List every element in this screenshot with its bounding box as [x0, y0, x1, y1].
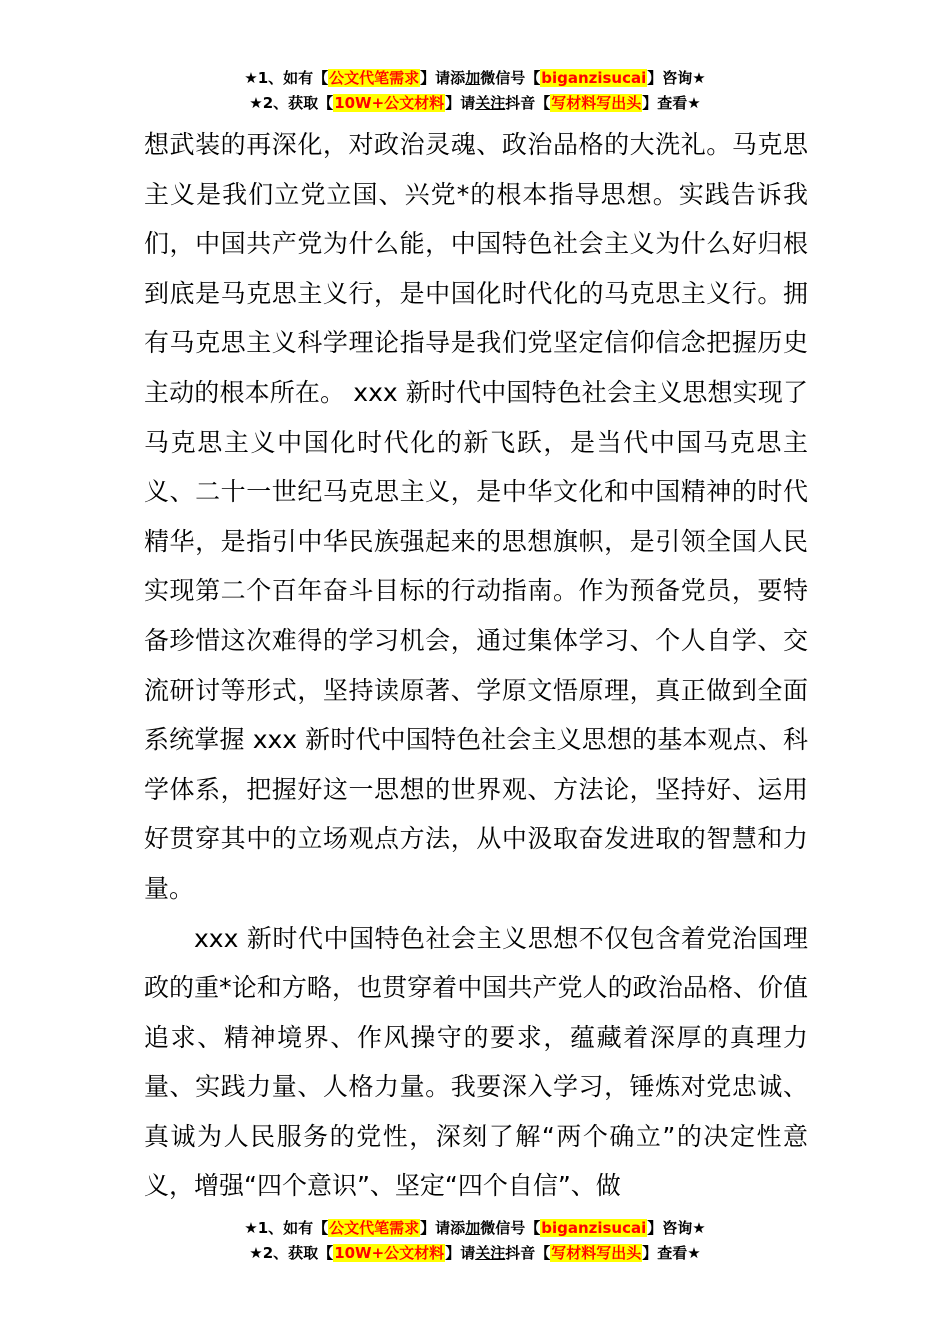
promo-text: ★1、如有【 — [244, 1219, 329, 1237]
promo-text: 】请 — [445, 1244, 476, 1262]
promo-text: ★2、获取【 — [249, 1244, 334, 1262]
promo-highlight: 写材料写出头 — [551, 94, 642, 112]
promo-underlined: 关注 — [475, 1244, 506, 1262]
promo-text: 微信号【 — [480, 69, 541, 87]
promo-underlined: 加 — [465, 1219, 481, 1237]
promo-line-1 — [0, 1216, 950, 1241]
promo-text: ★1、如有【 — [244, 69, 329, 87]
promo-line-1 — [0, 66, 950, 91]
promo-text: 】请添 — [420, 1219, 466, 1237]
document-body — [144, 120, 808, 1211]
promo-highlight: 公文代笔需求 — [329, 69, 420, 87]
promo-text: 】查看★ — [642, 1244, 701, 1262]
promo-text: 抖音【 — [505, 94, 551, 112]
promo-text: 抖音【 — [505, 1244, 551, 1262]
footer-promo-banner — [0, 1216, 950, 1266]
promo-text: 】请添 — [420, 69, 466, 87]
body-paragraph-1: 想武装的再深化，对政治灵魂、政治品格的大洗礼。马克思主义是我们立党立国、兴党*的根本指导思想。实践告诉我们，中国共产党为什么能，中国特色社会主义为什么好归根到底是马克思主义行，是中国化时代化的马克思主义行。拥有马克思主义科学理论指导是我们党坚定信仰信念把握历史主动的根本所在。 xxx 新时代中国特色社会主义思想实现了马克思主义中国化时代化的新飞跃，是当代中国马克思主义、二十一世纪马克思主义，是中华文化和中国精神的时代精华，是指引中华民族强起来的思想旗帜，是引领全国人民实现第二个百年奋斗目标的行动指南。作为预备党员，要特备珍惜这次难得的学习机会，通过集体学习、个人自学、交流研讨等形式，坚持读原著、学原文悟原理，真正做到全面系统掌握 xxx 新时代中国特色社会主义思想的基本观点、科学体系，把握好这一思想的世界观、方法论，坚持好、运用好贯穿其中的立场观点方法，从中汲取奋发进取的智慧和力量。 — [144, 130, 808, 903]
promo-text: ★2、获取【 — [249, 94, 334, 112]
promo-highlight: 公文代笔需求 — [329, 1219, 420, 1237]
promo-text: 】咨询★ — [647, 69, 706, 87]
promo-highlight: 10W+公文材料 — [334, 94, 445, 112]
promo-highlight: biganzisucai — [541, 69, 647, 87]
promo-underlined: 加 — [465, 69, 481, 87]
body-paragraph-2: xxx 新时代中国特色社会主义思想不仅包含着党治国理政的重*论和方略，也贯穿着中国共产党人的政治品格、价值追求、精神境界、作风操守的要求，蕴藏着深厚的真理力量、实践力量、人格力量。我要深入学习，锤炼对党忠诚、真诚为人民服务的党性，深刻了解“两个确立”的决定性意义，增强“四个意识”、坚定“四个自信”、做 — [144, 923, 808, 1201]
promo-highlight: 写材料写出头 — [551, 1244, 642, 1262]
promo-highlight: 10W+公文材料 — [334, 1244, 445, 1262]
header-promo-banner — [0, 66, 950, 116]
promo-underlined: 关注 — [475, 94, 506, 112]
promo-text: 微信号【 — [480, 1219, 541, 1237]
promo-line-2 — [0, 91, 950, 116]
promo-text: 】查看★ — [642, 94, 701, 112]
promo-line-2 — [0, 1241, 950, 1266]
promo-highlight: biganzisucai — [541, 1219, 647, 1237]
promo-text: 】请 — [445, 94, 476, 112]
promo-text: 】咨询★ — [647, 1219, 706, 1237]
